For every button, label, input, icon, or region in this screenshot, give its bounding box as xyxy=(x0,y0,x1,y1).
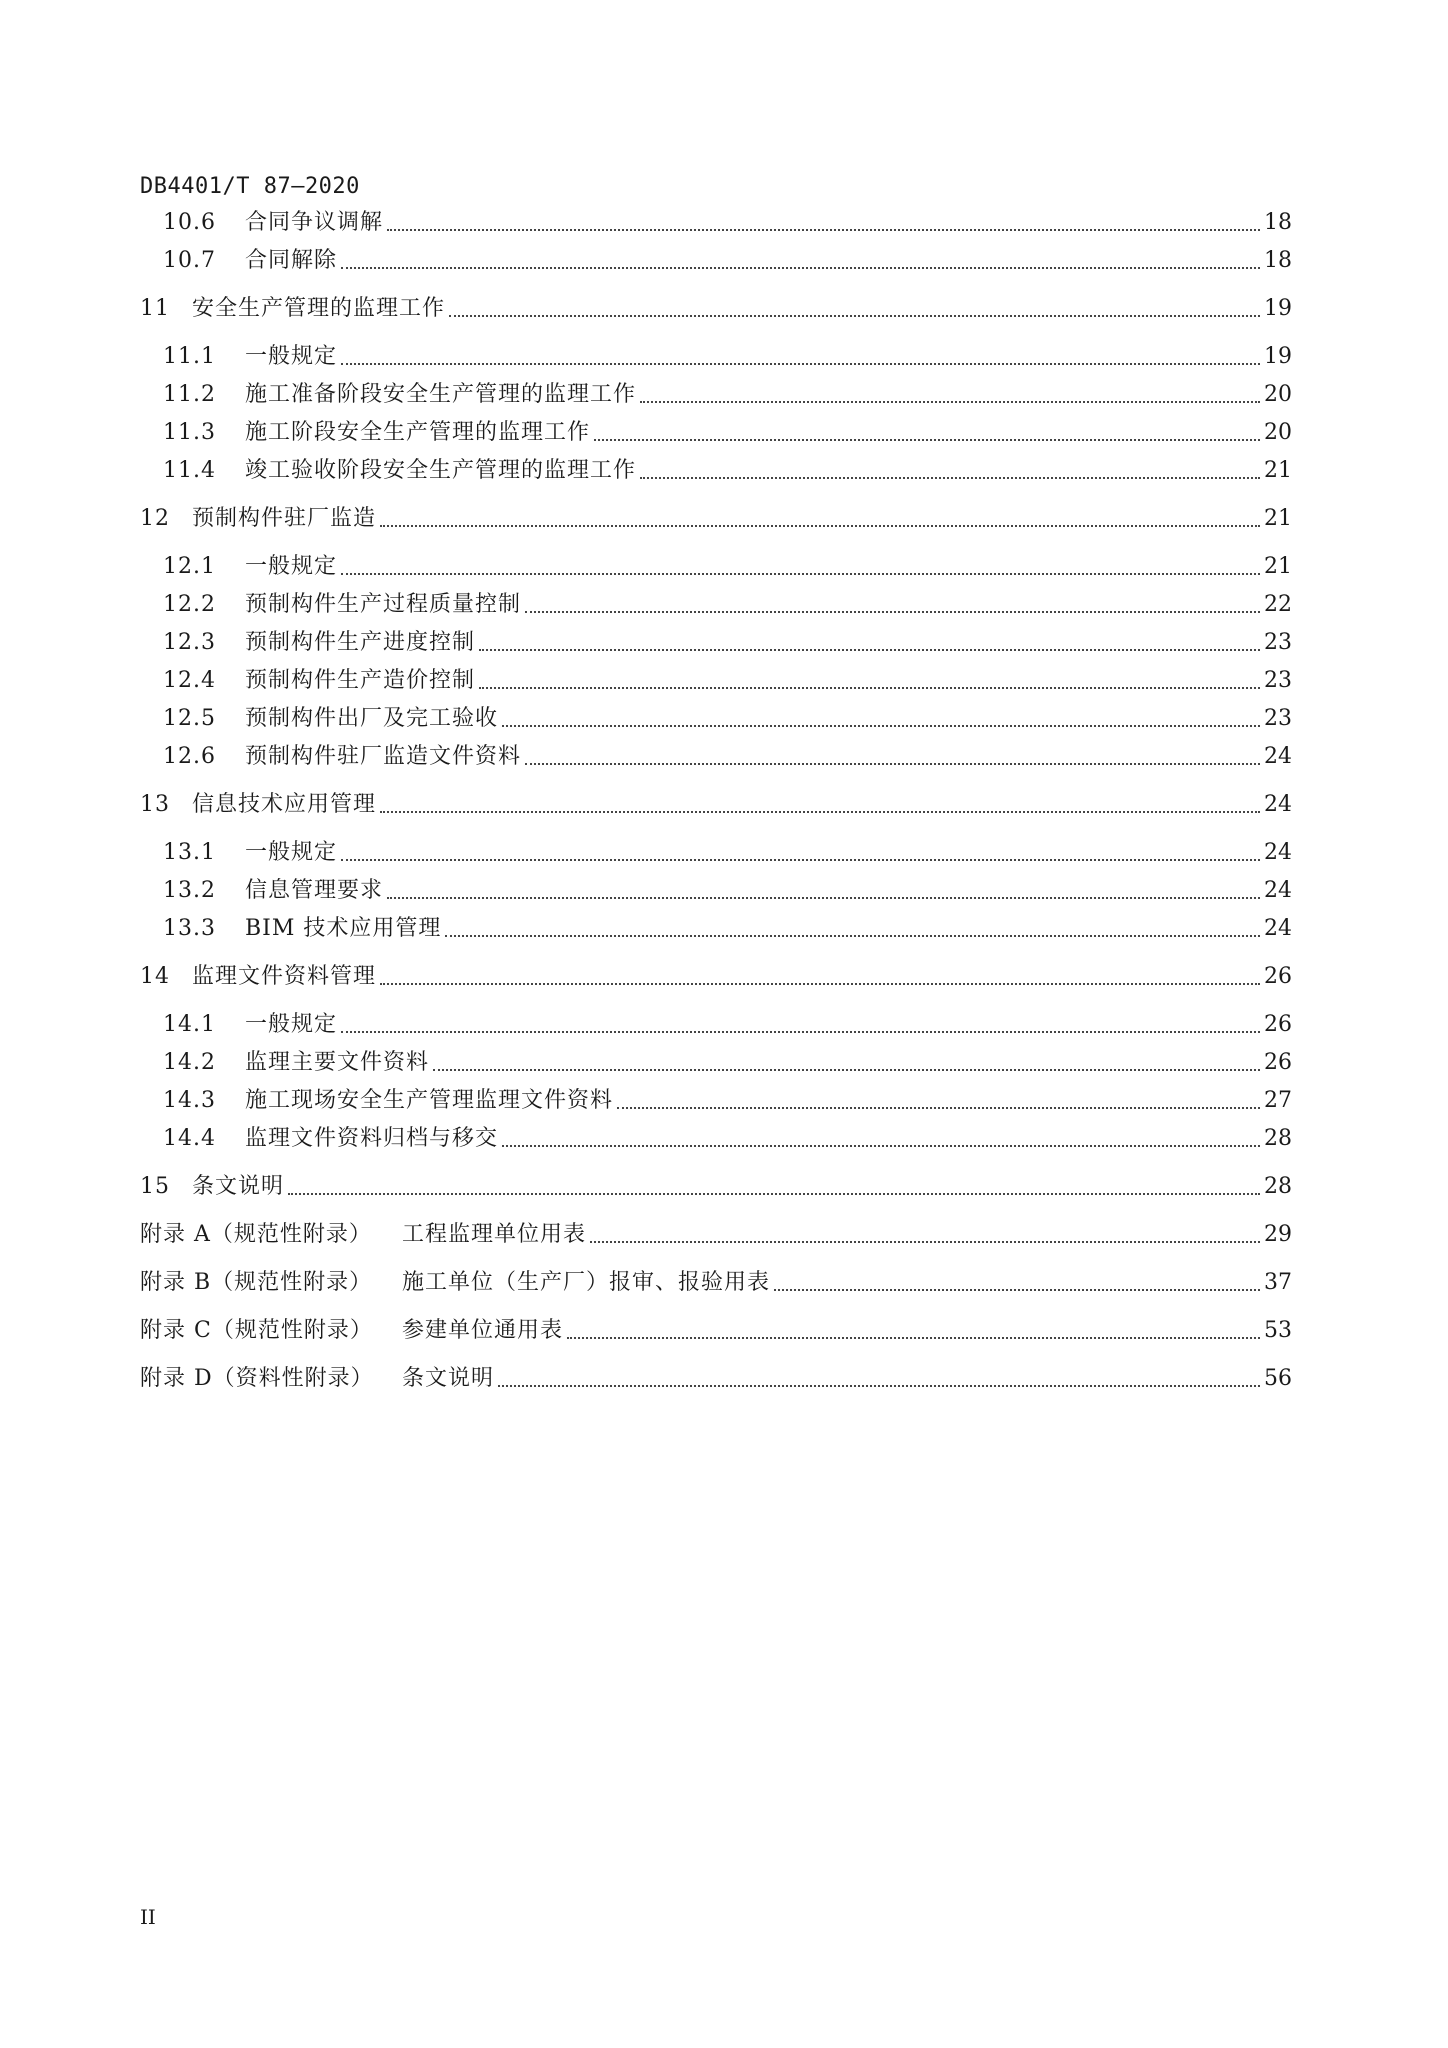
toc-entry-page: 24 xyxy=(1264,792,1292,817)
toc-entry-page: 37 xyxy=(1264,1270,1292,1295)
toc-leader-dots xyxy=(567,1337,1260,1339)
toc-entry-number: 12.6 xyxy=(163,744,216,769)
toc-entry[interactable] xyxy=(163,874,1292,908)
toc-leader-dots xyxy=(445,935,1260,937)
toc-entry[interactable] xyxy=(140,788,1292,822)
toc-entry-page: 24 xyxy=(1264,878,1292,903)
toc-leader-dots xyxy=(525,763,1260,765)
toc-leader-dots xyxy=(502,1145,1260,1147)
toc-entry[interactable] xyxy=(163,340,1292,374)
toc-leader-dots xyxy=(640,401,1260,403)
toc-entry[interactable] xyxy=(163,244,1292,278)
toc-leader-dots xyxy=(288,1193,1260,1195)
toc-entry[interactable] xyxy=(163,836,1292,870)
toc-entry-number: 13.2 xyxy=(163,878,216,903)
toc-entry-title: 参建单位通用表 xyxy=(402,1318,564,1343)
toc-entry-title: 竣工验收阶段安全生产管理的监理工作 xyxy=(245,458,637,483)
toc-entry-title: 预制构件驻厂监造 xyxy=(192,506,377,531)
toc-entry-number: 11.1 xyxy=(163,344,216,369)
toc-entry-title: 施工准备阶段安全生产管理的监理工作 xyxy=(245,382,637,407)
toc-leader-dots xyxy=(640,477,1260,479)
toc-entry-title: 预制构件生产进度控制 xyxy=(245,630,476,655)
toc-entry-title: BIM 技术应用管理 xyxy=(245,916,442,941)
toc-entry-title: 条文说明 xyxy=(402,1366,495,1391)
toc-entry-title: 监理文件资料归档与移交 xyxy=(245,1126,499,1151)
toc-entry[interactable] xyxy=(163,1008,1292,1042)
toc-entry[interactable] xyxy=(163,588,1292,622)
toc-entry-page: 26 xyxy=(1264,1050,1292,1075)
toc-leader-dots xyxy=(341,267,1260,269)
toc-leader-dots xyxy=(341,859,1260,861)
toc-leader-dots xyxy=(380,811,1260,813)
toc-entry-number: 13 xyxy=(140,792,170,817)
toc-entry-number: 附录 B（规范性附录） xyxy=(140,1270,373,1295)
toc-entry-title: 一般规定 xyxy=(245,344,338,369)
toc-entry-title: 监理主要文件资料 xyxy=(245,1050,430,1075)
toc-entry-title: 施工单位（生产厂）报审、报验用表 xyxy=(402,1270,771,1295)
document-code: DB4401/T 87—2020 xyxy=(140,174,360,199)
toc-entry-title: 安全生产管理的监理工作 xyxy=(192,296,446,321)
toc-entry-page: 26 xyxy=(1264,1012,1292,1037)
toc-entry-title: 施工现场安全生产管理监理文件资料 xyxy=(245,1088,614,1113)
toc-entry[interactable] xyxy=(140,1170,1292,1204)
toc-entry[interactable] xyxy=(140,1266,1292,1300)
toc-entry-page: 20 xyxy=(1264,420,1292,445)
toc-entry-title: 预制构件驻厂监造文件资料 xyxy=(245,744,522,769)
toc-leader-dots xyxy=(433,1069,1260,1071)
toc-entry[interactable] xyxy=(140,960,1292,994)
toc-entry[interactable] xyxy=(140,1362,1292,1396)
toc-entry[interactable] xyxy=(163,206,1292,240)
toc-leader-dots xyxy=(479,687,1260,689)
toc-entry-page: 29 xyxy=(1264,1222,1292,1247)
toc-entry-title: 预制构件生产造价控制 xyxy=(245,668,476,693)
toc-entry-number: 14.3 xyxy=(163,1088,216,1113)
toc-leader-dots xyxy=(380,525,1260,527)
toc-entry-page: 18 xyxy=(1264,248,1292,273)
toc-leader-dots xyxy=(341,573,1260,575)
toc-entry[interactable] xyxy=(163,702,1292,736)
toc-leader-dots xyxy=(341,363,1260,365)
toc-leader-dots xyxy=(498,1385,1260,1387)
toc-leader-dots xyxy=(341,1031,1260,1033)
page-number: II xyxy=(140,1905,156,1929)
toc-entry-number: 12.2 xyxy=(163,592,216,617)
toc-entry-page: 19 xyxy=(1264,344,1292,369)
toc-entry-title: 施工阶段安全生产管理的监理工作 xyxy=(245,420,591,445)
toc-entry-page: 24 xyxy=(1264,744,1292,769)
toc-leader-dots xyxy=(525,611,1260,613)
toc-entry[interactable] xyxy=(140,292,1292,326)
toc-entry-title: 合同解除 xyxy=(245,248,338,273)
toc-entry[interactable] xyxy=(163,416,1292,450)
toc-entry-title: 一般规定 xyxy=(245,554,338,579)
toc-entry-number: 13.3 xyxy=(163,916,216,941)
toc-entry[interactable] xyxy=(163,378,1292,412)
toc-entry-number: 11.2 xyxy=(163,382,216,407)
toc-leader-dots xyxy=(594,439,1260,441)
toc-entry-number: 14.4 xyxy=(163,1126,216,1151)
toc-entry-page: 27 xyxy=(1264,1088,1292,1113)
toc-leader-dots xyxy=(774,1289,1260,1291)
toc-entry-title: 条文说明 xyxy=(192,1174,285,1199)
toc-entry-page: 53 xyxy=(1264,1318,1292,1343)
toc-entry-number: 15 xyxy=(140,1174,170,1199)
toc-entry[interactable] xyxy=(163,664,1292,698)
toc-entry-number: 12.1 xyxy=(163,554,216,579)
toc-entry-number: 附录 A（规范性附录） xyxy=(140,1222,372,1247)
toc-entry-number: 14.2 xyxy=(163,1050,216,1075)
toc-entry-page: 23 xyxy=(1264,668,1292,693)
toc-entry[interactable] xyxy=(163,1122,1292,1156)
toc-entry-number: 14.1 xyxy=(163,1012,216,1037)
toc-entry-title: 信息管理要求 xyxy=(245,878,384,903)
toc-entry[interactable] xyxy=(140,1218,1292,1252)
toc-entry-number: 13.1 xyxy=(163,840,216,865)
toc-entry-page: 21 xyxy=(1264,506,1292,531)
toc-entry-title: 一般规定 xyxy=(245,840,338,865)
toc-entry-number: 10.6 xyxy=(163,210,216,235)
toc-entry-title: 信息技术应用管理 xyxy=(192,792,377,817)
toc-entry-page: 24 xyxy=(1264,840,1292,865)
toc-entry-number: 12 xyxy=(140,506,170,531)
toc-entry-page: 22 xyxy=(1264,592,1292,617)
toc-entry-title: 预制构件出厂及完工验收 xyxy=(245,706,499,731)
toc-entry-page: 28 xyxy=(1264,1174,1292,1199)
toc-entry-page: 28 xyxy=(1264,1126,1292,1151)
toc-leader-dots xyxy=(590,1241,1260,1243)
toc-entry-page: 19 xyxy=(1264,296,1292,321)
toc-entry-page: 21 xyxy=(1264,554,1292,579)
toc-entry[interactable] xyxy=(140,1314,1292,1348)
toc-entry-number: 附录 D（资料性附录） xyxy=(140,1366,374,1391)
toc-entry-page: 23 xyxy=(1264,706,1292,731)
toc-entry[interactable] xyxy=(140,502,1292,536)
toc-leader-dots xyxy=(387,897,1260,899)
toc-entry-title: 监理文件资料管理 xyxy=(192,964,377,989)
toc-entry-number: 11.4 xyxy=(163,458,216,483)
toc-entry-page: 24 xyxy=(1264,916,1292,941)
toc-entry[interactable] xyxy=(163,740,1292,774)
toc-entry[interactable] xyxy=(163,626,1292,660)
toc-entry-title: 合同争议调解 xyxy=(245,210,384,235)
toc-entry-title: 预制构件生产过程质量控制 xyxy=(245,592,522,617)
toc-entry-title: 一般规定 xyxy=(245,1012,338,1037)
toc-entry-number: 10.7 xyxy=(163,248,216,273)
toc-entry[interactable] xyxy=(163,550,1292,584)
toc-entry-page: 18 xyxy=(1264,210,1292,235)
toc-entry-page: 21 xyxy=(1264,458,1292,483)
toc-leader-dots xyxy=(387,229,1260,231)
toc-entry-number: 12.3 xyxy=(163,630,216,655)
toc-entry-number: 12.4 xyxy=(163,668,216,693)
toc-entry-page: 23 xyxy=(1264,630,1292,655)
toc-entry[interactable] xyxy=(163,454,1292,488)
toc-entry-page: 56 xyxy=(1264,1366,1292,1391)
toc-entry-number: 11.3 xyxy=(163,420,216,445)
toc-entry[interactable] xyxy=(163,912,1292,946)
toc-entry-number: 12.5 xyxy=(163,706,216,731)
toc-entry-number: 11 xyxy=(140,296,170,321)
toc-entry-number: 14 xyxy=(140,964,170,989)
toc-leader-dots xyxy=(380,983,1260,985)
toc-leader-dots xyxy=(449,315,1260,317)
toc-entry-number: 附录 C（规范性附录） xyxy=(140,1318,373,1343)
toc-leader-dots xyxy=(617,1107,1260,1109)
toc-entry[interactable] xyxy=(163,1046,1292,1080)
toc-entry-title: 工程监理单位用表 xyxy=(402,1222,587,1247)
toc-entry[interactable] xyxy=(163,1084,1292,1118)
toc-entry-page: 20 xyxy=(1264,382,1292,407)
toc-leader-dots xyxy=(502,725,1260,727)
toc-entry-page: 26 xyxy=(1264,964,1292,989)
toc-leader-dots xyxy=(479,649,1260,651)
